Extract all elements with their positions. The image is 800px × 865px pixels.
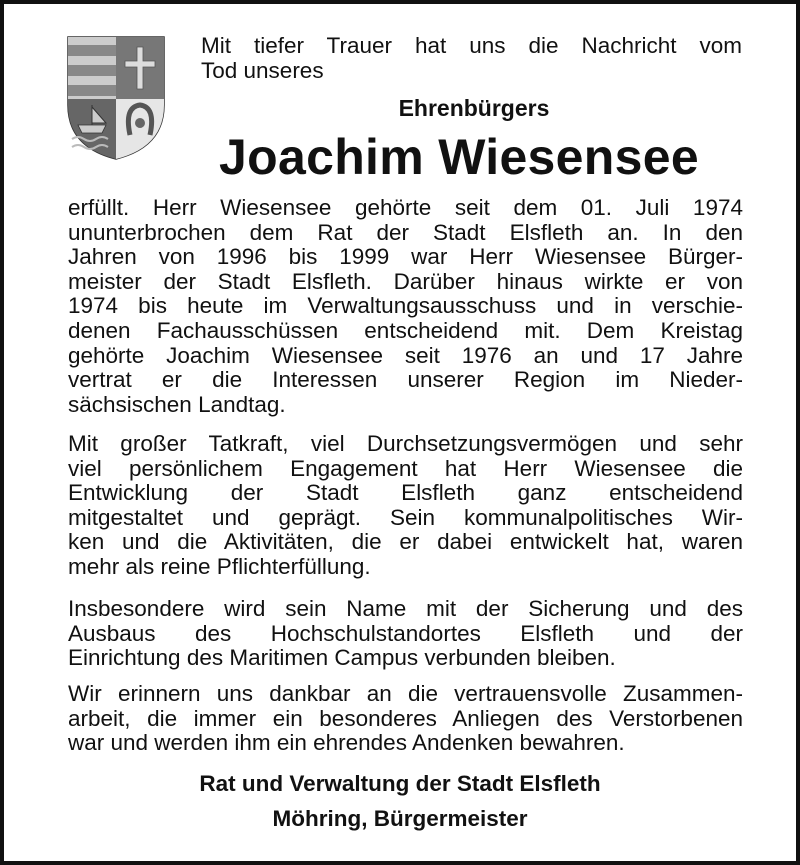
intro-line: Mit tiefer Trauer hat uns die Nachricht vom (201, 33, 742, 58)
text-line: Entwicklung der Stadt Elsfleth ganz entscheidend (68, 480, 743, 506)
text-line: viel persönlichem Engagement hat Herr Wiesensee die (68, 455, 743, 481)
signature-council: Rat und Verwaltung der Stadt Elsfleth (199, 771, 601, 796)
text-line: sächsischen Landtag. (68, 391, 286, 417)
text-line: ken und die Aktivitäten, die er dabei entwickelt hat, waren (68, 529, 743, 555)
text-line: gehörte Joachim Wiesensee seit 1976 an und 17 Jahre (68, 342, 743, 368)
text-line: arbeit, die immer ein besonderes Anliegen des Verstorbenen (68, 705, 743, 731)
coat-of-arms-icon (66, 35, 166, 161)
text-line: Mit großer Tatkraft, viel Durchsetzungsvermögen und sehr (68, 431, 743, 456)
paragraph (68, 196, 743, 417)
deceased-name: Joachim Wiesensee (219, 129, 699, 185)
text-line: Insbesondere wird sein Name mit der Sicherung und des (68, 596, 743, 621)
text-line: meister der Stadt Elsfleth. Darüber hinaus wirkte er von (68, 268, 743, 294)
text-line: 1974 bis heute im Verwaltungsausschuss und in verschie- (68, 293, 743, 319)
paragraph (68, 597, 743, 671)
intro-text (201, 33, 742, 83)
signature-mayor: Möhring, Bürgermeister (272, 806, 528, 831)
text-line: denen Fachausschüssen entscheidend mit. Dem Kreistag (68, 317, 743, 343)
text-line: vertrat er die Interessen unserer Region im Nieder- (68, 367, 743, 393)
text-line: erfüllt. Herr Wiesensee gehörte seit dem 01. Juli 1974 (68, 195, 743, 220)
text-line: mehr als reine Pflichterfüllung. (68, 553, 371, 579)
text-line: Wir erinnern uns dankbar an die vertrauensvolle Zusammen- (68, 681, 743, 706)
honorific: Ehrenbürgers (398, 95, 550, 121)
text-line: Einrichtung des Maritimen Campus verbunden bleiben. (68, 645, 616, 671)
text-line: Ausbaus des Hochschulstandortes Elsfleth und der (68, 620, 743, 646)
text-line: mitgestaltet und geprägt. Sein kommunalpolitisches Wir- (68, 504, 743, 530)
intro-line: Tod unseres (201, 58, 324, 83)
text-line: Jahren von 1996 bis 1999 war Herr Wiesensee Bürger- (68, 244, 743, 270)
paragraph (68, 432, 743, 580)
paragraph (68, 682, 743, 756)
text-line: ununterbrochen dem Rat der Stadt Elsfleth an. In den (68, 219, 743, 245)
text-line: war und werden ihm ein ehrendes Andenken bewahren. (68, 730, 625, 756)
